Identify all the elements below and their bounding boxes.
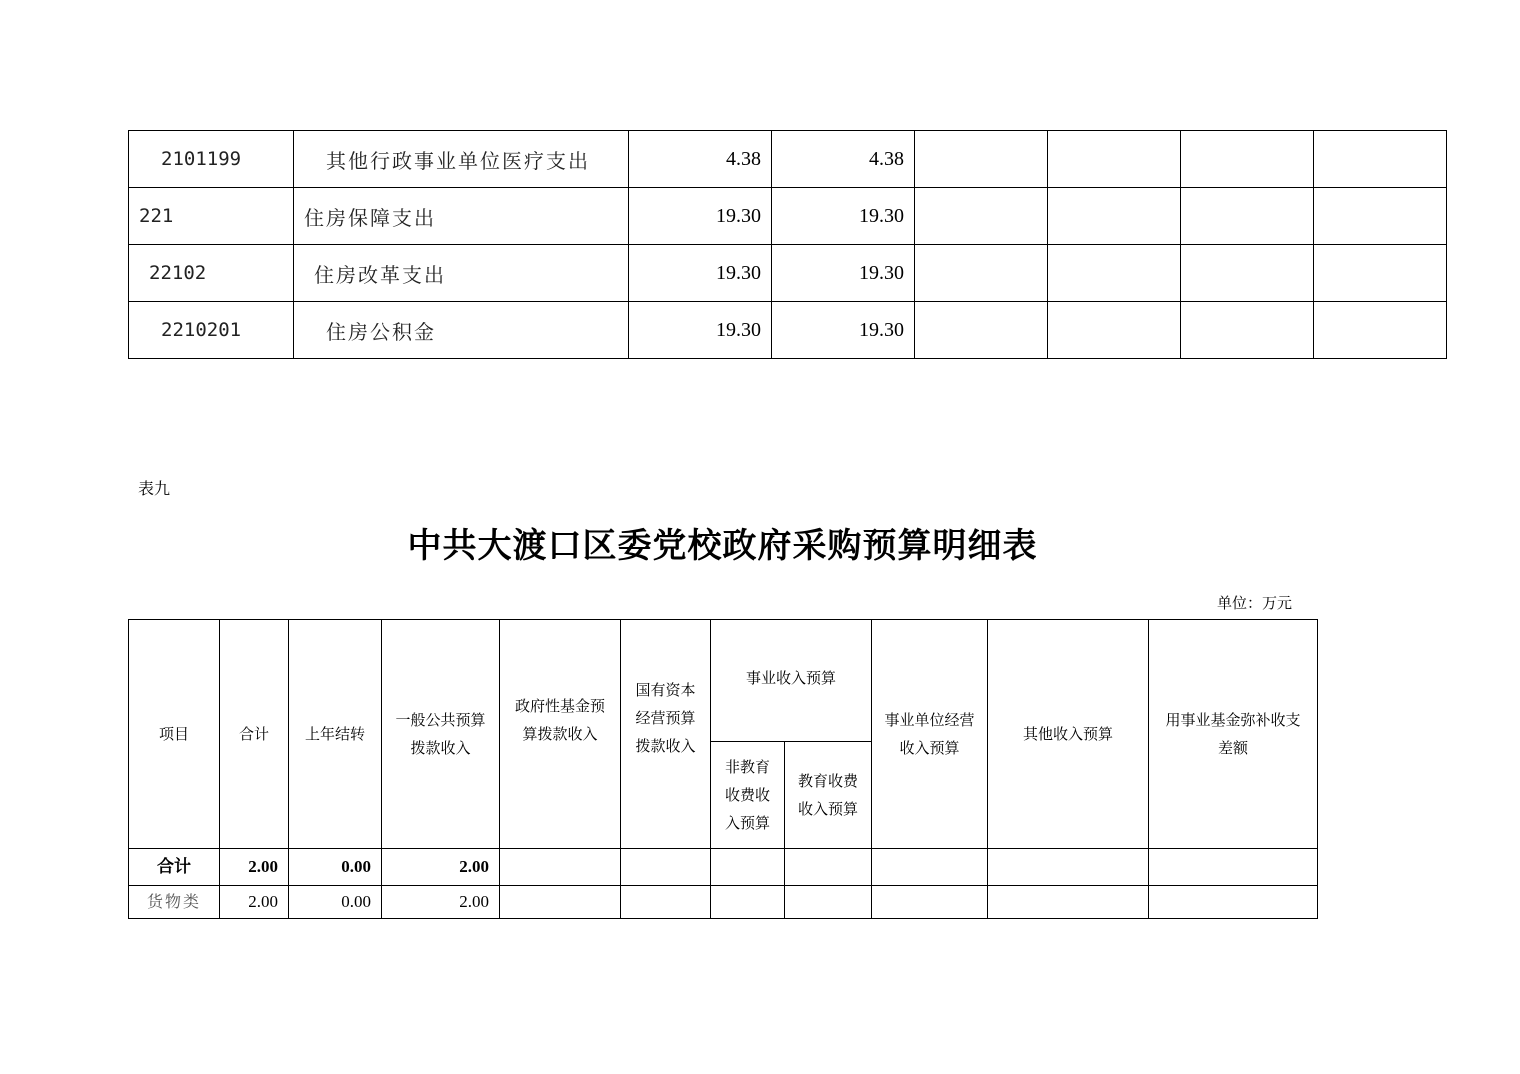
page-title: 中共大渡口区委党校政府采购预算明细表 [407,526,1038,566]
empty-cell [915,188,1048,245]
empty-cell [711,849,785,886]
subject-code: 221 [129,188,294,245]
empty-cell [1048,131,1181,188]
amount-total: 19.30 [629,302,772,359]
empty-cell [1314,302,1447,359]
cell-carryover: 0.00 [289,886,382,919]
subject-code: 2101199 [129,131,294,188]
header-carryover: 上年结转 [289,620,382,849]
subject-name: 住房改革支出 [294,245,629,302]
empty-cell [711,886,785,919]
subject-code: 22102 [129,245,294,302]
cell-general-budget: 2.00 [382,849,500,886]
empty-cell [621,849,711,886]
table-row [129,131,1447,188]
empty-cell [988,849,1149,886]
amount-total: 19.30 [629,245,772,302]
subject-name: 住房保障支出 [294,188,629,245]
empty-cell [785,849,872,886]
empty-cell [1048,245,1181,302]
header-fund-cover: 用事业基金弥补收支差额 [1149,620,1318,849]
table-row [129,886,1318,919]
table-number: 表九 [138,481,171,498]
empty-cell [872,886,988,919]
row-label: 货物类 [129,886,220,919]
cell-total: 2.00 [220,886,289,919]
table-row [129,302,1447,359]
empty-cell [1048,188,1181,245]
empty-cell [1048,302,1181,359]
header-state-capital: 国有资本经营预算拨款收入 [621,620,711,849]
empty-cell [915,245,1048,302]
empty-cell [500,849,621,886]
empty-cell [1181,131,1314,188]
empty-cell [988,886,1149,919]
row-label: 合计 [129,849,220,886]
amount-basic: 4.38 [772,131,915,188]
empty-cell [1181,188,1314,245]
subject-name: 其他行政事业单位医疗支出 [294,131,629,188]
header-other-income: 其他收入预算 [988,620,1149,849]
amount-total: 19.30 [629,188,772,245]
empty-cell [1314,131,1447,188]
subject-name: 住房公积金 [294,302,629,359]
empty-cell [500,886,621,919]
empty-cell [1181,245,1314,302]
amount-basic: 19.30 [772,245,915,302]
cell-total: 2.00 [220,849,289,886]
amount-basic: 19.30 [772,188,915,245]
empty-cell [1149,849,1318,886]
header-business-income: 事业收入预算 [711,620,872,742]
expenditure-table [128,130,1447,359]
header-general-budget: 一般公共预算拨款收入 [382,620,500,849]
table-row [129,188,1447,245]
table-row [129,849,1318,886]
cell-carryover: 0.00 [289,849,382,886]
amount-basic: 19.30 [772,302,915,359]
unit-label: 单位：万元 [1217,594,1293,612]
empty-cell [1181,302,1314,359]
header-edu-fee: 教育收费收入预算 [785,742,872,849]
header-gov-fund: 政府性基金预算拨款收入 [500,620,621,849]
empty-cell [872,849,988,886]
empty-cell [915,302,1048,359]
header-row [129,620,1318,742]
amount-total: 4.38 [629,131,772,188]
cell-general-budget: 2.00 [382,886,500,919]
subject-code: 2210201 [129,302,294,359]
procurement-table [128,619,1318,919]
table-row [129,245,1447,302]
empty-cell [621,886,711,919]
header-operating-income: 事业单位经营收入预算 [872,620,988,849]
header-item: 项目 [129,620,220,849]
empty-cell [915,131,1048,188]
header-non-edu-fee: 非教育收费收入预算 [711,742,785,849]
empty-cell [785,886,872,919]
header-total: 合计 [220,620,289,849]
empty-cell [1149,886,1318,919]
empty-cell [1314,188,1447,245]
empty-cell [1314,245,1447,302]
